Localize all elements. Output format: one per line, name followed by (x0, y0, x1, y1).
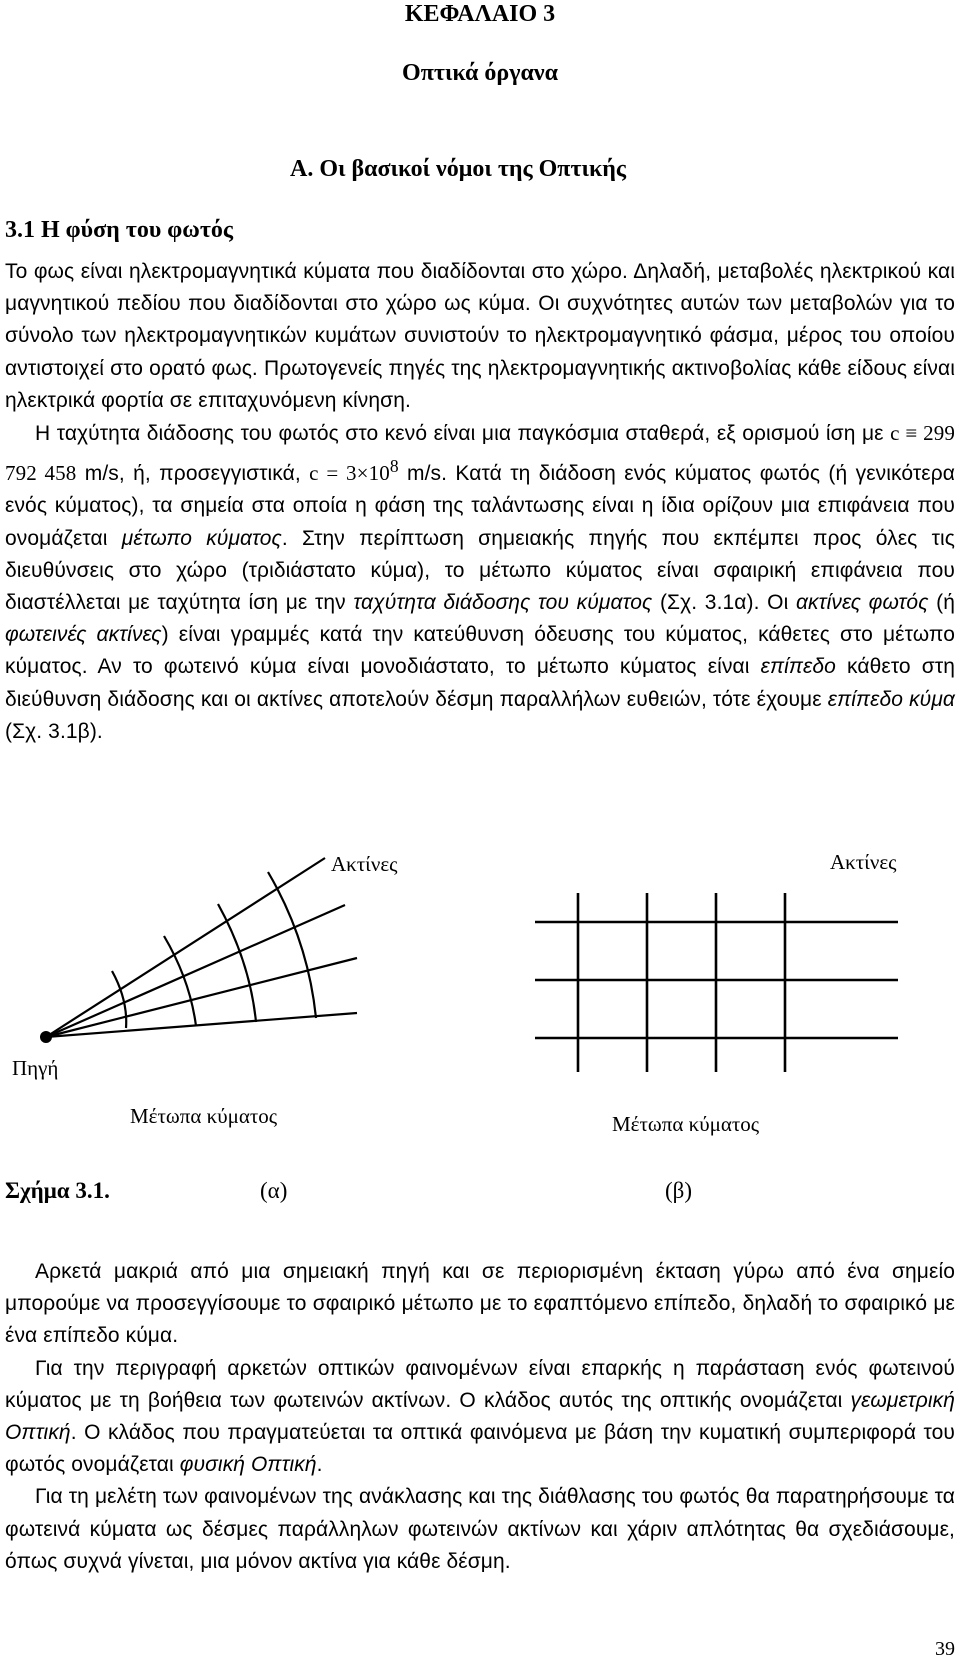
body-text-top (5, 256, 955, 748)
figure-diagram (0, 850, 960, 1190)
term-geometric-optics: γεωμετρική Οπτική (5, 1388, 955, 1445)
paragraph-2: Η ταχύτητα διάδοσης του φωτός στο κενό είναι μια παγκόσμια σταθερά, εξ ορισμού ίση με c ≡ 299 792 458 m/s, ή, προσεγγιστικά, $c = 3\times 10^8$ m/s. Κατά τη διάδοση ενός κύματος φωτός (ή γενικότερα ενός κύματος), τα σημεία στα οποία η φάση της ταλάντωσης είναι η ίδια ορίζουν μια επιφάνεια που ονομάζεται μέτωπο κύματος. Στην περίπτωση σημειακής πηγής που εκπέμπει προς όλες τις διευθύνσεις στο χώρο (τριδιάστατο κύμα), το μέτωπο κύματος είναι σφαιρική επιφάνεια που διαστέλλεται με ταχύτητα ίση με την ταχύτητα διάδοσης του κύματος (Σχ. 3.1α). Οι ακτίνες φωτός (ή φωτεινές ακτίνες) είναι γραμμές κατά την κατεύθυνση όδευσης του κύματος, κάθετες στο μέτωπο κύματος. Αν το φωτεινό κύμα είναι μονοδιάστατο, το μέτωπο κύματος είναι επίπεδο κάθετο στη διεύθυνση διάδοσης και οι ακτίνες αποτελούν δέσμη παραλλήλων ευθειών, τότε έχουμε επίπεδο κύμα (Σχ. 3.1β). (5, 421, 956, 743)
caption-label: Σχήμα 3.1. (5, 1178, 110, 1203)
formula-c-approx: c = 3×10 (309, 461, 390, 486)
section-title: 3.1 Η φύση του φωτός (5, 217, 234, 243)
paragraph-5: Για τη μελέτη των φαινομένων της ανάκλασης και της διάθλασης του φωτός θα παρατηρήσουμε τα φωτεινά κύματα ως δέσμες παράλληλων φωτεινών ακτίνων και χάριν απλότητας θα σχεδιάσουμε, όπως συχνά γίνεται, μια μόνον ακτίνα για κάθε δέσμη. (5, 1485, 955, 1573)
part-title: Α. Οι βασικοί νόμοι της Οπτικής (290, 156, 627, 182)
figure-3-1 (0, 850, 960, 1190)
label-rays-left: Ακτίνες (331, 852, 398, 876)
caption-b: (β) (665, 1178, 693, 1203)
chapter-heading: ΚΕΦΑΛΑΙΟ 3 (404, 1, 556, 27)
formula-exponent: 8 (389, 456, 399, 477)
term-light-rays: ακτίνες φωτός (795, 591, 929, 615)
term-wave-speed: ταχύτητα διάδοσης του κύματος (353, 591, 653, 615)
body-text-bottom (5, 1256, 955, 1578)
formula-c-exact: c ≡ 299 792 458 (5, 421, 955, 486)
term-plane: επίπεδο (760, 655, 836, 679)
page-number: 39 (935, 1638, 955, 1660)
point-source (40, 1031, 52, 1043)
paragraph-4: Για την περιγραφή αρκετών οπτικών φαινομένων είναι επαρκής η παράσταση ενός φωτεινού κύματος με τη βοήθεια των φωτεινών ακτίνων. Ο κλάδος αυτός της οπτικής ονομάζεται γεωμετρική Οπτική. Ο κλάδος που πραγματεύεται τα οπτικά φαινόμενα με βάση την κυματική συμπεριφορά του φωτός ονομάζεται φυσική Οπτική. (5, 1356, 955, 1477)
paragraph-3: Αρκετά μακριά από μια σημειακή πηγή και σε περιορισμένη έκταση γύρω από ένα σημείο μπορούμε να προσεγγίσουμε το σφαιρικό μέτωπο με το εφαπτόμενο επίπεδο, δηλαδή το σφαιρικό με ένα επίπεδο κύμα. (5, 1260, 955, 1348)
paragraph-1: Το φως είναι ηλεκτρομαγνητικά κύματα που διαδίδονται στο χώρο. Δηλαδή, μεταβολές ηλεκτρικού και μαγνητικού πεδίου που διαδίδονται στο χώρο ως κύμα. Οι συχνότητες αυτών των μεταβολών για το σύνολο των ηλεκτρομαγνητικών κυμάτων συνιστούν το ηλεκτρομαγνητικό φάσμα, μέρος του οποίου αντιστοιχεί στο ορατό φως. Πρωτογενείς πηγές της ηλεκτρομαγνητικής ακτινοβολίας κάθε είδους είναι ηλεκτρικά φορτία σε επιταχυνόμενη κίνηση. (5, 260, 955, 412)
term-plane-wave: επίπεδο κύμα (827, 687, 956, 711)
label-wavefronts-right: Μέτωπα κύματος (612, 1112, 760, 1136)
term-wavefront: μέτωπο κύματος (121, 526, 282, 550)
label-wavefronts-left: Μέτωπα κύματος (130, 1104, 278, 1128)
term-luminous-rays: φωτεινές ακτίνες (5, 623, 162, 647)
caption-a: (α) (260, 1178, 288, 1203)
chapter-title: Οπτικά όργανα (402, 60, 558, 86)
wavefront-arc (164, 936, 196, 1026)
term-physical-optics: φυσική Οπτική (179, 1453, 317, 1477)
wavefront-arc (268, 872, 316, 1018)
spherical-wave-diagram (46, 858, 357, 1037)
plane-wave-diagram (535, 893, 898, 1072)
ray-line (46, 858, 325, 1037)
label-rays-right: Ακτίνες (830, 850, 897, 874)
label-source: Πηγή (12, 1056, 59, 1080)
